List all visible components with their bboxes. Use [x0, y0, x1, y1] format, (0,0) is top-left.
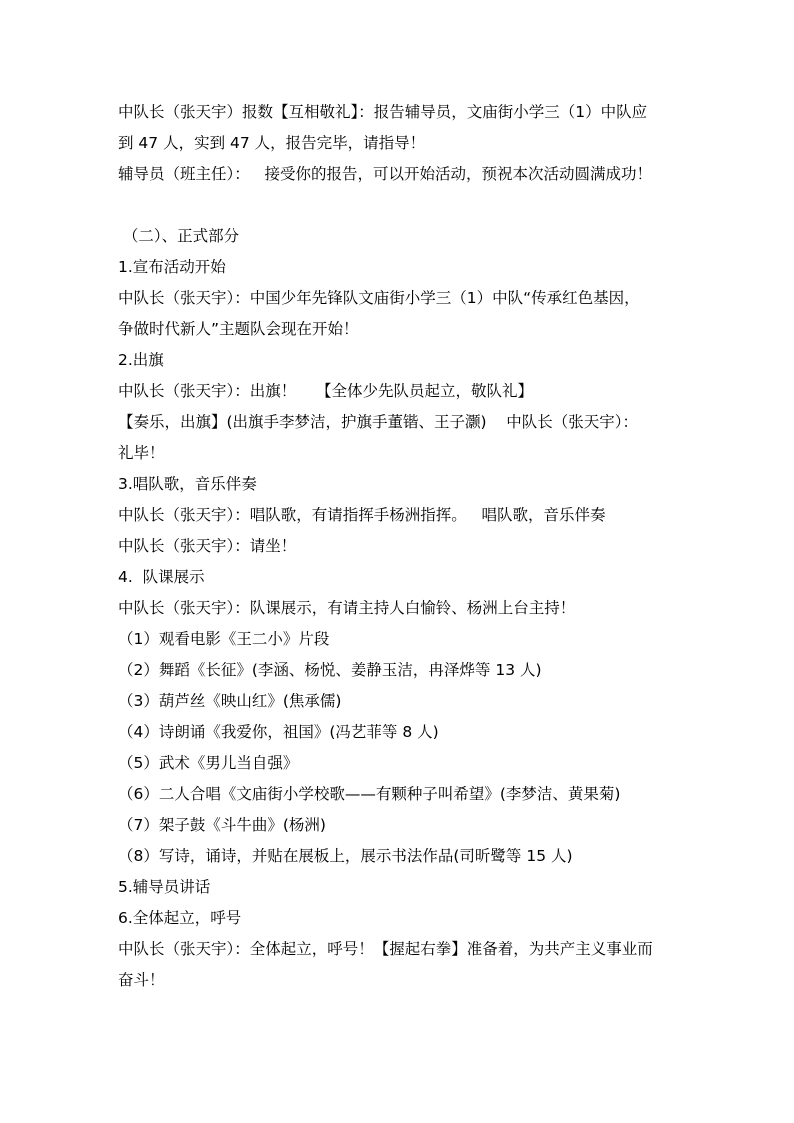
- item-heading: 6.全体起立，呼号: [118, 909, 242, 927]
- text-line: 中队长（张天宇）：全体起立，呼号！【握起右拳】准备着，为共产主义事业而: [118, 940, 653, 958]
- text-line: 到 47 人，实到 47 人，报告完毕，请指导！: [118, 134, 426, 152]
- text-line: 辅导员（班主任）： 接受你的报告，可以开始活动，预祝本次活动圆满成功！: [118, 165, 653, 183]
- text-line: 中队长（张天宇）：请坐！: [118, 537, 297, 555]
- text-line: 礼毕！: [118, 444, 165, 462]
- text-line: 中队长（张天宇）报数【互相敬礼】：报告辅导员，文庙街小学三（1）中队应: [118, 103, 648, 121]
- text-line: 【奏乐，出旗】(出旗手李梦洁，护旗手董锴、王子灏) 中队长（张天宇）：: [118, 413, 639, 431]
- text-line: 争做时代新人”主题队会现在开始！: [118, 320, 359, 338]
- program-item: （5）武术《男儿当自强》: [118, 754, 299, 772]
- document-body: [118, 97, 680, 996]
- item-heading: 2.出旗: [118, 351, 164, 369]
- item-heading: 4. 队课展示: [118, 568, 205, 586]
- text-line: 中队长（张天宇）：中国少年先锋队文庙街小学三（1）中队“传承红色基因，: [118, 289, 640, 307]
- blank-line: [118, 190, 680, 221]
- program-item: （4）诗朗诵《我爱你，祖国》(冯艺菲等 8 人): [118, 723, 439, 741]
- program-item: （7）架子鼓《斗牛曲》(杨洲): [118, 816, 326, 834]
- section-heading: （二）、正式部分: [118, 227, 240, 245]
- text-line: 中队长（张天宇）：出旗！ 【全体少先队员起立，敬队礼】: [118, 382, 533, 400]
- item-heading: 1.宣布活动开始: [118, 258, 226, 276]
- program-item: （2）舞蹈《长征》(李涵、杨悦、姜静玉洁，冉泽烨等 13 人): [118, 661, 542, 679]
- program-item: （3）葫芦丝《映山红》(焦承儒): [118, 692, 342, 710]
- item-heading: 5.辅导员讲话: [118, 878, 211, 896]
- program-item: （8）写诗，诵诗，并贴在展板上，展示书法作品(司昕鹭等 15 人): [118, 847, 573, 865]
- text-line: 奋斗！: [118, 971, 165, 989]
- text-line: 中队长（张天宇）：队课展示，有请主持人白愉铃、杨洲上台主持！: [118, 599, 576, 617]
- text-line: 中队长（张天宇）：唱队歌，有请指挥手杨洲指挥。 唱队歌，音乐伴奏: [118, 506, 606, 524]
- item-heading: 3.唱队歌，音乐伴奏: [118, 475, 257, 493]
- program-item: （1）观看电影《王二小》片段: [118, 630, 330, 648]
- program-item: （6）二人合唱《文庙街小学校歌——有颗种子叫希望》(李梦洁、黄果菊): [118, 785, 621, 803]
